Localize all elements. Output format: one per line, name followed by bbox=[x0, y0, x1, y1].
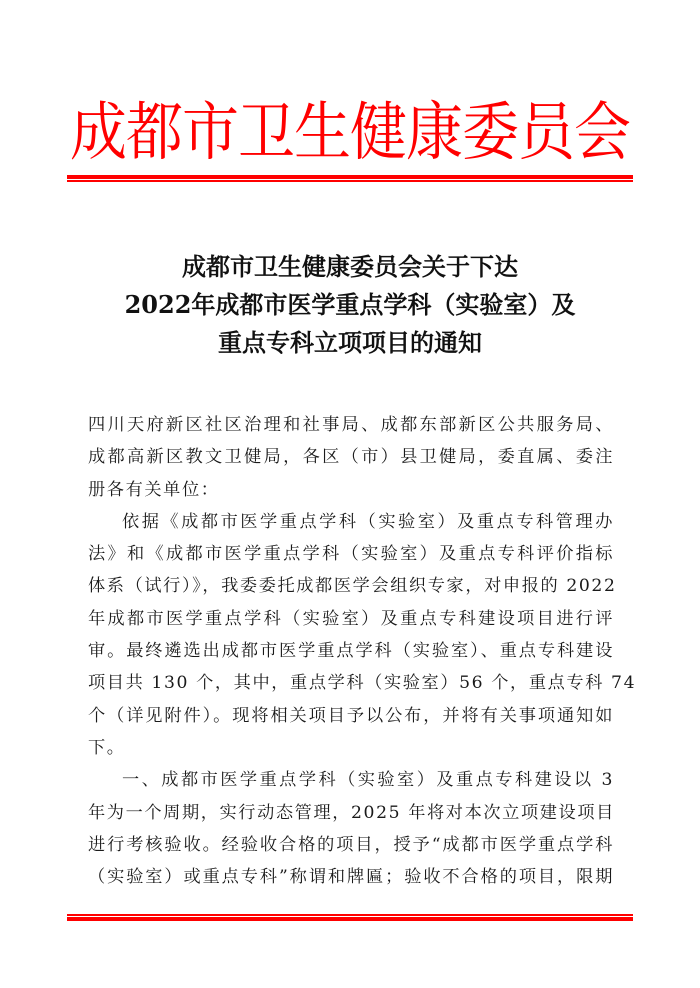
paragraph2-line-2: 年为一个周期，实行动态管理，2025 年将对本次立项建设项目 bbox=[88, 802, 615, 823]
footer-divider-rule bbox=[67, 914, 633, 921]
addressee-line-3: 册各有关单位： bbox=[88, 479, 220, 500]
addressee-line-1: 四川天府新区社区治理和社事局、成都东部新区公共服务局、 bbox=[88, 415, 614, 435]
masthead-divider-rule bbox=[67, 175, 633, 182]
divider-thin-line bbox=[67, 180, 633, 182]
paragraph2-line-3: 进行考核验收。经验收合格的项目，授予“成都市医学重点学科 bbox=[88, 834, 614, 855]
addressee-line-2: 成都高新区教文卫健局，各区（市）县卫健局，委直属、委注 bbox=[88, 447, 614, 468]
masthead-red-header: 成都市卫生健康委员会 bbox=[70, 95, 630, 170]
footer-thin-line bbox=[67, 914, 633, 916]
divider-thick-line bbox=[67, 175, 633, 179]
paragraph1-line-6: 项目共 130 个，其中，重点学科（实验室）56 个，重点专科 74 bbox=[88, 673, 637, 694]
document-title bbox=[0, 248, 700, 362]
paragraph1-line-5: 审。最终遴选出成都市医学重点学科（实验室）、重点专科建设 bbox=[88, 641, 614, 662]
paragraph2-line-4: （实验室）或重点专科”称谓和牌匾；验收不合格的项目，限期 bbox=[88, 867, 614, 888]
paragraph1-line-8: 下。 bbox=[88, 737, 126, 758]
paragraph1-line-4: 年成都市医学重点学科（实验室）及重点专科建设项目进行评 bbox=[88, 608, 614, 629]
document-body bbox=[88, 409, 637, 893]
title-line-2: 2022年成都市医学重点学科（实验室）及 bbox=[124, 290, 576, 319]
paragraph1-line-3: 体系（试行）》，我委委托成都医学会组织专家，对申报的 2022 bbox=[88, 576, 617, 597]
title-line-3: 重点专科立项项目的通知 bbox=[218, 328, 482, 357]
paragraph2-line-1: 一、成都市医学重点学科（实验室）及重点专科建设以 3 bbox=[122, 770, 614, 791]
footer-thick-line bbox=[67, 917, 633, 921]
paragraph1-line-7: 个（详见附件）。现将相关项目予以公布，并将有关事项通知如 bbox=[88, 705, 614, 726]
title-line-1: 成都市卫生健康委员会关于下达 bbox=[182, 252, 518, 281]
paragraph1-line-1: 依据《成都市医学重点学科（实验室）及重点专科管理办 bbox=[122, 511, 614, 532]
paragraph1-line-2: 法》和《成都市医学重点学科（实验室）及重点专科评价指标 bbox=[88, 544, 614, 565]
